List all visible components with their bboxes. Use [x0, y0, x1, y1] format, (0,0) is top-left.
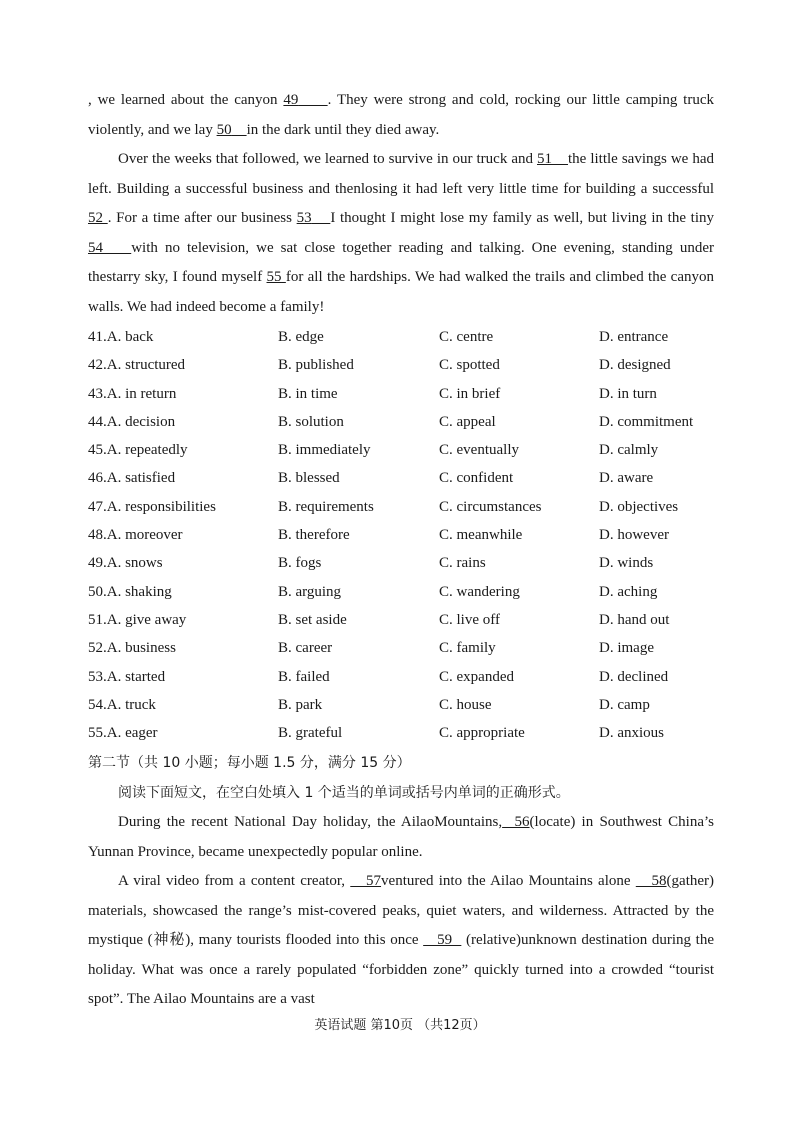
option-c: C. meanwhile: [439, 527, 523, 544]
option-c: C. family: [439, 640, 496, 657]
option-c: C. live off: [439, 611, 500, 628]
option-d: D. however: [599, 527, 669, 544]
option-row: [88, 634, 714, 662]
page-footer: 英语试题 第10页 （共12页）: [314, 1018, 486, 1033]
option-b: B. park: [278, 696, 323, 713]
option-b: B. grateful: [278, 725, 343, 742]
option-c: C. in brief: [439, 385, 501, 402]
option-row: [88, 493, 714, 521]
option-b: B. blessed: [278, 470, 340, 487]
option-a: 51.A. give away: [88, 611, 187, 628]
blank-49: 49: [283, 92, 299, 108]
blank-55: 55: [266, 269, 282, 285]
option-d: D. image: [599, 640, 654, 657]
option-b: B. immediately: [278, 442, 371, 459]
option-d: D. camp: [599, 696, 650, 713]
option-d: D. hand out: [599, 611, 670, 628]
option-c: C. eventually: [439, 442, 519, 459]
option-row: [88, 578, 714, 606]
option-row: [88, 436, 714, 464]
passage-paragraph: Over the weeks that followed, we learned to survive in our truck and 51 the little savings we had left. Building a successful business and thenlosing it had left very little time for building a successful 52 . For a time after our business 53 I thought I might lose my family as well, but living in the tiny 54 with no television, we sat close together reading and talking. One evening, standing under thestarry sky, I found myself 55 for all the hardships. We had walked the trails and climbed the canyon walls. We had indeed become a family!: [88, 151, 715, 315]
option-b: B. therefore: [278, 527, 350, 544]
option-a: 53.A. started: [88, 668, 166, 685]
option-c: C. rains: [439, 555, 486, 572]
option-c: C. appropriate: [439, 725, 525, 742]
option-a: 49.A. snows: [88, 555, 163, 572]
blank-53: 53: [296, 210, 312, 226]
option-row: [88, 323, 714, 351]
option-a: 48.A. moreover: [88, 527, 183, 544]
option-a: 55.A. eager: [88, 725, 158, 742]
option-b: B. fogs: [278, 555, 322, 572]
option-d: D. aware: [599, 470, 654, 487]
option-a: 54.A. truck: [88, 696, 156, 713]
option-c: C. expanded: [439, 668, 514, 685]
option-a: 50.A. shaking: [88, 583, 172, 600]
option-d: D. winds: [599, 555, 654, 572]
option-b: B. failed: [278, 668, 330, 685]
option-row: [88, 691, 714, 719]
option-c: C. appeal: [439, 413, 496, 430]
passage-paragraph: During the recent National Day holiday, the AilaoMountains, 56(locate) in Southwest China’s Yunnan Province, became unexpectedly popular online.: [88, 814, 714, 860]
option-b: B. set aside: [278, 611, 347, 628]
option-d: D. commitment: [599, 413, 694, 430]
option-row: [88, 549, 714, 577]
option-a: 52.A. business: [88, 640, 176, 657]
option-d: D. declined: [599, 668, 669, 685]
passage-paragraph: A viral video from a content creator, 57ventured into the Ailao Mountains alone 58(gather) materials, showcased the range’s mist-covered peaks, quiet waters, and wilderness. Attracted by the mystique (神秘), many tourists flooded into this once 59 (relative)unknown destination during the holiday. What was once a rarely populated “forbidden zone” quickly turned into a crowded “tourist spot”. The Ailao Mountains are a vast: [88, 873, 715, 1008]
option-d: D. aching: [599, 583, 658, 600]
option-b: B. career: [278, 640, 333, 657]
blank-51: 51: [537, 151, 552, 167]
option-c: C. spotted: [439, 357, 500, 374]
blank-56: 56: [502, 814, 530, 831]
blank-57: 57: [350, 873, 382, 890]
option-a: 42.A. structured: [88, 357, 186, 374]
option-row: [88, 464, 714, 492]
option-a: 44.A. decision: [88, 413, 176, 430]
option-d: D. calmly: [599, 442, 659, 459]
option-b: B. arguing: [278, 583, 342, 600]
exam-page: [88, 86, 714, 1015]
option-d: D. anxious: [599, 725, 664, 742]
option-row: [88, 521, 714, 549]
option-b: B. requirements: [278, 498, 374, 515]
option-row: [88, 351, 714, 379]
option-d: D. entrance: [599, 329, 669, 345]
option-row: [88, 408, 714, 436]
option-d: D. designed: [599, 357, 671, 374]
blank-59: 59: [423, 932, 462, 949]
option-c: C. centre: [439, 329, 494, 345]
section-instruction: 阅读下面短文，在空白处填入 1 个适当的单词或括号内单词的正确形式。: [118, 784, 570, 801]
option-c: C. house: [439, 696, 492, 713]
option-c: C. circumstances: [439, 498, 542, 515]
option-row: [88, 380, 714, 408]
option-row: [88, 719, 714, 747]
section-heading: 第二节（共 10 小题；每小题 1.5 分，满分 15 分）: [88, 755, 411, 772]
option-row: [88, 663, 714, 691]
option-d: D. in turn: [599, 385, 657, 402]
blank-54: 54: [88, 239, 103, 256]
option-b: B. solution: [278, 413, 344, 430]
blank-50: 50: [216, 121, 232, 138]
option-c: C. wandering: [439, 583, 520, 600]
option-c: C. confident: [439, 470, 514, 487]
blank-58: 58: [635, 873, 667, 890]
option-d: D. objectives: [599, 498, 679, 515]
option-b: B. edge: [278, 329, 324, 345]
option-b: B. published: [278, 357, 354, 374]
option-a: 47.A. responsibilities: [88, 498, 216, 515]
option-a: 43.A. in return: [88, 385, 177, 402]
options-list: [88, 323, 714, 747]
option-row: [88, 606, 714, 634]
option-a: 46.A. satisfied: [88, 470, 176, 487]
option-a: 41.A. back: [88, 329, 154, 345]
blank-52: 52: [88, 210, 103, 226]
option-b: B. in time: [278, 385, 338, 402]
option-a: 45.A. repeatedly: [88, 442, 188, 459]
passage-paragraph: , we learned about the canyon 49 . They were strong and cold, rocking our little camping truck violently, and we lay 50 in the dark until they died away.: [88, 92, 715, 138]
